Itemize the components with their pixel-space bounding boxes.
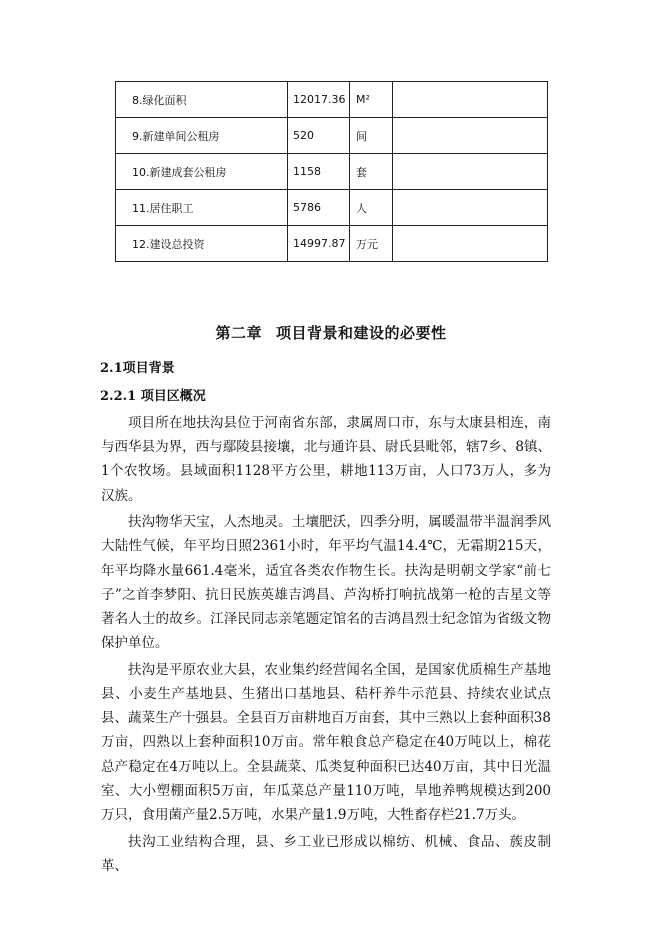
indicator-value: 520 — [288, 118, 350, 154]
indicator-value: 5786 — [288, 190, 350, 226]
indicator-unit: 万元 — [350, 226, 393, 262]
indicator-name: 8.绿化面积 — [116, 82, 288, 118]
indicator-name: 10.新建成套公租房 — [116, 154, 288, 190]
table-row — [116, 82, 548, 118]
table-row — [116, 154, 548, 190]
table-row — [116, 226, 548, 262]
section-heading: 2.1项目背景 — [100, 361, 175, 376]
indicator-note — [393, 226, 548, 262]
paragraph: 项目所在地扶沟县位于河南省东部，隶属周口市，东与太康县相连，南与西华县为界，西与鄢陵县接壤，北与通许县、尉氏县毗邻，辖7乡、8镇、1个农牧场。县域面积1128平方公里，耕地113万亩，人口73万人，多为汉族。 — [101, 415, 551, 504]
paragraph: 扶沟物华天宝，人杰地灵。土壤肥沃，四季分明，属暖温带半温润季风大陆性气候，年平均日照2361小时，年平均气温14.4℃，无霜期215天，年平均降水量661.4毫米，适宜各类农作物生长。扶沟是明朝文学家“前七子”之首李梦阳、抗日民族英雄吉鸿昌、芦沟桥打响抗战第一枪的吉星文等著名人士的故乡。江泽民同志亲笔题定馆名的吉鸿昌烈士纪念馆为省级文物保护单位。 — [101, 514, 551, 652]
indicator-name: 9.新建单间公租房 — [116, 118, 288, 154]
indicator-unit: 套 — [350, 154, 393, 190]
indicator-value: 14997.87 — [288, 226, 350, 262]
subsection-heading: 2.2.1 项目区概况 — [100, 389, 206, 404]
indicator-note — [393, 118, 548, 154]
indicator-name: 11.居住职工 — [116, 190, 288, 226]
chapter-heading: 项目背景和建设的必要性 — [276, 324, 447, 342]
project-indicators-table — [115, 81, 548, 262]
indicator-value: 12017.36 — [288, 82, 350, 118]
indicator-value: 1158 — [288, 154, 350, 190]
indicator-unit: 人 — [350, 190, 393, 226]
chapter-title — [0, 322, 662, 343]
table-row — [116, 118, 548, 154]
indicator-note — [393, 82, 548, 118]
indicator-name: 12.建设总投资 — [116, 226, 288, 262]
indicator-note — [393, 190, 548, 226]
paragraph: 扶沟是平原农业大县，农业集约经营闻名全国，是国家优质棉生产基地县、小麦生产基地县、生猪出口基地县、秸杆养牛示范县、持续农业试点县、蔬菜生产十强县。全县百万亩耕地百万亩套，其中三熟以上套种面积38万亩，四熟以上套种面积10万亩。常年粮食总产稳定在40万吨以上，棉花总产稳定在4万吨以上。全县蔬菜、瓜类复种面积已达40万亩，其中日光温室、大小塑棚面积5万亩，年瓜菜总产量110万吨，旱地养鸭规模达到200万只，食用菌产量2.5万吨，水果产量1.9万吨，大牲畜存栏21.7万头。 — [101, 661, 551, 824]
body-text — [101, 411, 551, 880]
indicator-unit: 间 — [350, 118, 393, 154]
chapter-number: 第二章 — [215, 324, 262, 342]
table-row — [116, 190, 548, 226]
indicator-unit: M² — [350, 82, 393, 118]
indicator-note — [393, 154, 548, 190]
paragraph: 扶沟工业结构合理，县、乡工业已形成以棉纺、机械、食品、蔟皮制革、 — [101, 833, 551, 874]
